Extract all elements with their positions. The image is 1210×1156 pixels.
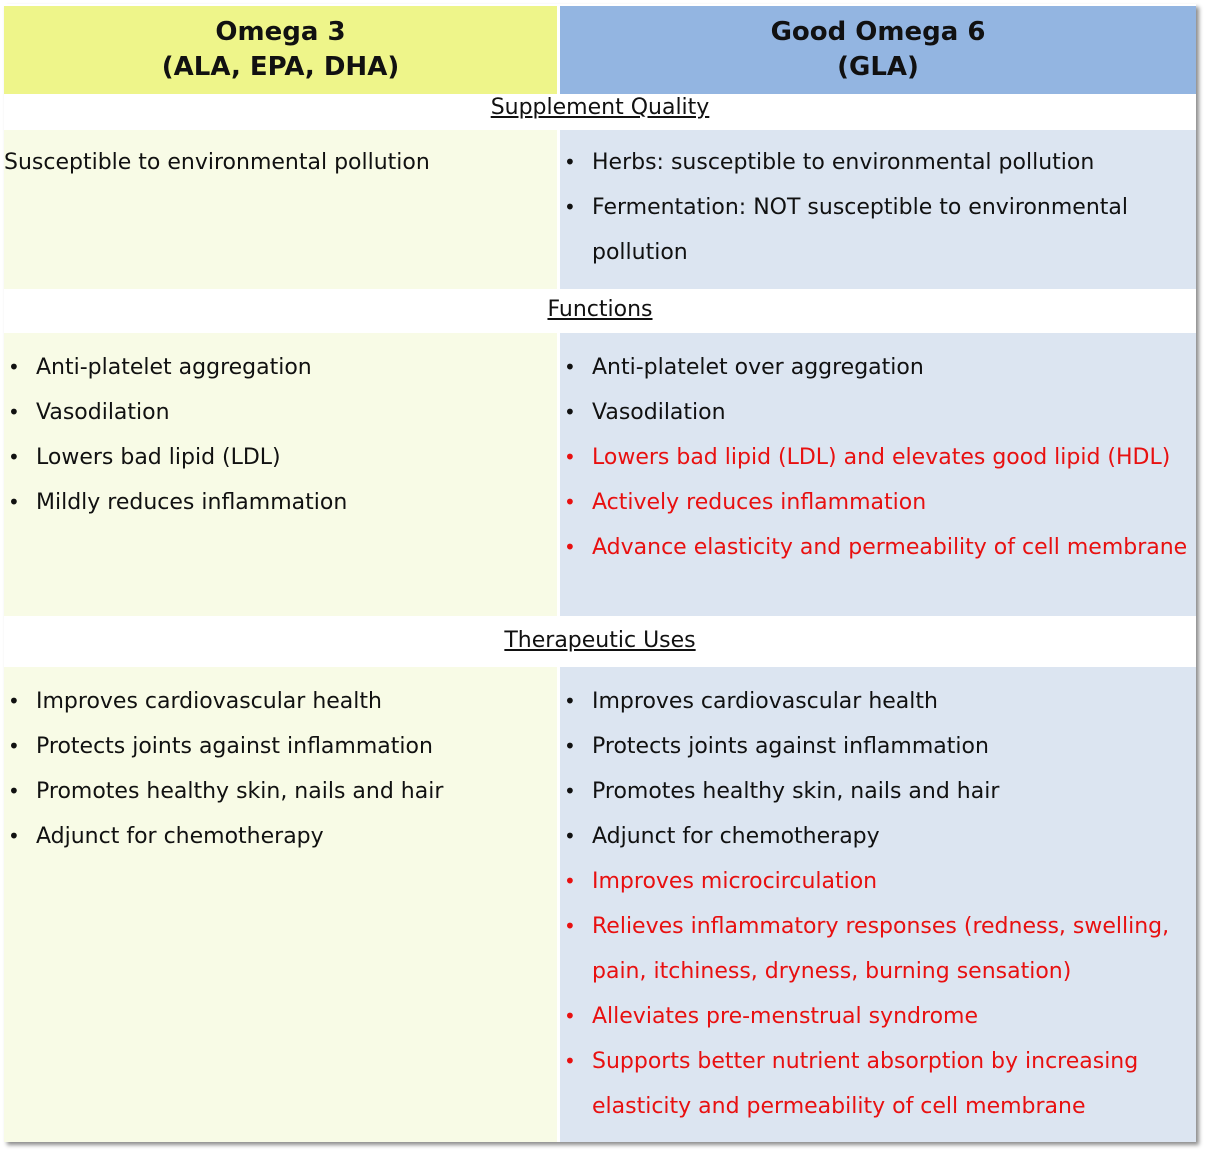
list-item bbox=[564, 480, 1196, 525]
list-item-text: Advance elasticity and permeability of cell membrane bbox=[592, 535, 1188, 560]
list-item-text: Actively reduces inflammation bbox=[592, 490, 927, 515]
therapeutic-uses-omega3-list bbox=[8, 679, 557, 859]
bullet-icon: • bbox=[564, 355, 576, 379]
functions-omega3-list bbox=[8, 345, 557, 525]
list-item-text: Lowers bad lipid (LDL) bbox=[36, 445, 281, 470]
list-item-text: Fermentation: NOT susceptible to environmental pollution bbox=[592, 195, 1129, 265]
bullet-icon: • bbox=[564, 689, 576, 713]
supplement-quality-omega6-cell bbox=[560, 130, 1196, 289]
bullet-icon: • bbox=[564, 779, 576, 803]
list-item-text: Herbs: susceptible to environmental pollution bbox=[592, 150, 1095, 175]
comparison-table bbox=[4, 4, 1196, 1142]
list-item-text: Lowers bad lipid (LDL) and elevates good lipid (HDL) bbox=[592, 445, 1171, 470]
section-label-supplement-quality: Supplement Quality bbox=[490, 95, 710, 120]
list-item-text: Alleviates pre-menstrual syndrome bbox=[592, 1004, 978, 1029]
list-item-text: Improves cardiovascular health bbox=[592, 689, 938, 714]
omega6-header bbox=[560, 6, 1196, 94]
section-label-therapeutic-uses: Therapeutic Uses bbox=[504, 628, 696, 653]
list-item bbox=[564, 1039, 1176, 1129]
bullet-icon: • bbox=[564, 824, 576, 848]
bullet-icon: • bbox=[564, 1004, 576, 1028]
list-item-text: Supports better nutrient absorption by increasing elasticity and permeability of cell membrane bbox=[592, 1049, 1139, 1119]
list-item-text: Anti-platelet over aggregation bbox=[592, 355, 924, 380]
bullet-icon: • bbox=[8, 824, 20, 848]
list-item-text: Promotes healthy skin, nails and hair bbox=[592, 779, 1000, 804]
list-item bbox=[564, 140, 1156, 185]
bullet-icon: • bbox=[8, 689, 20, 713]
list-item-text: Anti-platelet aggregation bbox=[36, 355, 312, 380]
section-label-functions: Functions bbox=[547, 297, 653, 322]
supplement-quality-omega3-cell bbox=[4, 130, 557, 289]
list-item bbox=[564, 769, 1176, 814]
functions-omega3-cell bbox=[4, 333, 557, 616]
bullet-icon: • bbox=[564, 400, 576, 424]
list-item-text: Vasodilation bbox=[592, 400, 726, 425]
list-item-text: Improves microcirculation bbox=[592, 869, 878, 894]
list-item bbox=[8, 679, 557, 724]
bullet-icon: • bbox=[8, 355, 20, 379]
list-item bbox=[564, 435, 1196, 480]
functions-omega6-cell bbox=[560, 333, 1196, 616]
list-item bbox=[564, 814, 1176, 859]
list-item-text: Promotes healthy skin, nails and hair bbox=[36, 779, 444, 804]
list-item-text: Vasodilation bbox=[36, 400, 170, 425]
list-item bbox=[564, 904, 1176, 994]
bullet-icon: • bbox=[564, 150, 576, 174]
list-item bbox=[564, 994, 1176, 1039]
list-item bbox=[564, 185, 1156, 275]
list-item bbox=[564, 679, 1176, 724]
list-item bbox=[8, 390, 557, 435]
supplement-quality-omega6-list bbox=[564, 140, 1156, 275]
bullet-icon: • bbox=[8, 779, 20, 803]
list-item-text: Relieves inflammatory responses (redness, swelling, pain, itchiness, dryness, burning sensation) bbox=[592, 914, 1170, 984]
list-item-text: Mildly reduces inflammation bbox=[36, 490, 348, 515]
list-item bbox=[564, 390, 1196, 435]
list-item bbox=[8, 814, 557, 859]
list-item-text: Improves cardiovascular health bbox=[36, 689, 382, 714]
therapeutic-uses-omega6-list bbox=[564, 679, 1176, 1129]
therapeutic-uses-omega3-cell bbox=[4, 667, 557, 1142]
list-item bbox=[8, 769, 557, 814]
bullet-icon: • bbox=[564, 1049, 576, 1073]
list-item-text: Adjunct for chemotherapy bbox=[36, 824, 324, 849]
functions-omega6-list bbox=[564, 345, 1196, 570]
bullet-icon: • bbox=[564, 734, 576, 758]
bullet-icon: • bbox=[564, 490, 576, 514]
list-item bbox=[8, 435, 557, 480]
list-item bbox=[8, 724, 557, 769]
list-item bbox=[564, 859, 1176, 904]
bullet-icon: • bbox=[8, 445, 20, 469]
therapeutic-uses-omega6-cell bbox=[560, 667, 1196, 1142]
omega6-header-title: Good Omega 6 (GLA) bbox=[770, 17, 986, 82]
omega3-header bbox=[4, 6, 557, 94]
bullet-icon: • bbox=[8, 400, 20, 424]
list-item-text: Protects joints against inflammation bbox=[592, 734, 989, 759]
bullet-icon: • bbox=[8, 734, 20, 758]
bullet-icon: • bbox=[8, 490, 20, 514]
bullet-icon: • bbox=[564, 914, 576, 938]
list-item bbox=[564, 525, 1196, 570]
bullet-icon: • bbox=[564, 535, 576, 559]
list-item bbox=[8, 480, 557, 525]
list-item bbox=[8, 345, 557, 390]
list-item bbox=[564, 345, 1196, 390]
list-item bbox=[564, 724, 1176, 769]
list-item-text: Protects joints against inflammation bbox=[36, 734, 433, 759]
supplement-quality-omega3-text: Susceptible to environmental pollution bbox=[4, 150, 430, 175]
list-item-text: Adjunct for chemotherapy bbox=[592, 824, 880, 849]
bullet-icon: • bbox=[564, 195, 576, 219]
bullet-icon: • bbox=[564, 445, 576, 469]
bullet-icon: • bbox=[564, 869, 576, 893]
omega3-header-title: Omega 3 (ALA, EPA, DHA) bbox=[161, 17, 400, 82]
